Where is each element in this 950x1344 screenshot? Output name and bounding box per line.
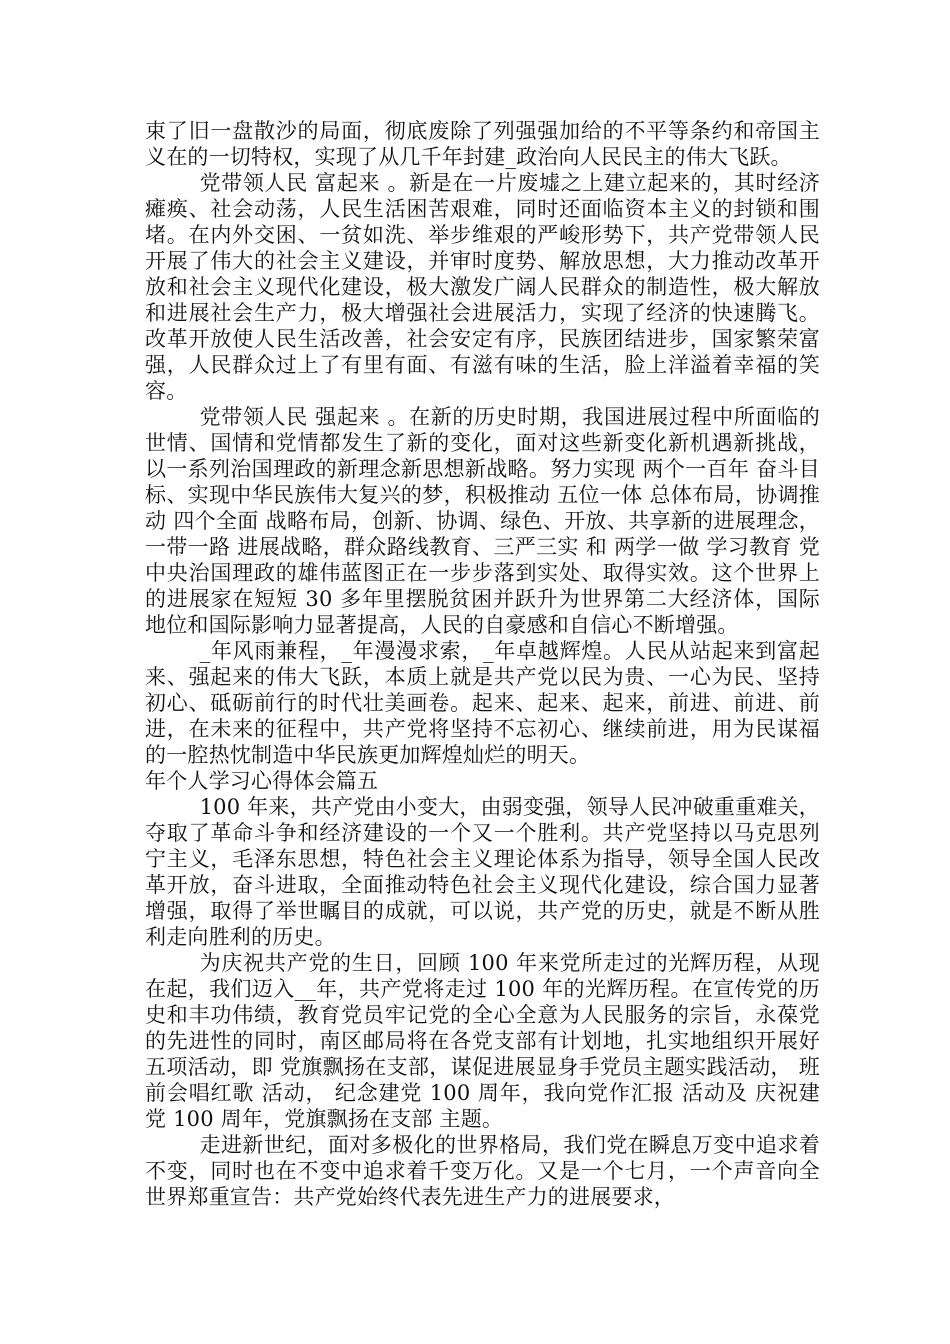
section-heading: 年个人学习心得体会篇五 bbox=[145, 769, 379, 793]
paragraph-celebration: 为庆祝共产党的生日，回顾 100 年来党所走过的光辉历程，从现在起，我们迈入__年，共产党将走过 100 年的光辉历程。在宣传党的历史和丰功伟绩，教育党员牢记党的全心全意为人民服务的宗旨，永葆党的先进性的同时，南区邮局将在各党支部有计划地，扎实地组织开展好五项活动，即 党旗飘扬在支部，谋促进展显身手党员主题实践活动， 班前会唱红歌 活动， 纪念建党 100 周年，我向党作汇报 活动及 庆祝建党 100 周年，党旗飘扬在支部 主题。 bbox=[145, 951, 820, 1131]
document-body bbox=[145, 118, 820, 1210]
paragraph-continuation: 束了旧一盘散沙的局面，彻底废除了列强强加给的不平等条约和帝国主义在的一切特权，实现了从几千年封建_政治向人民民主的伟大飞跃。 bbox=[145, 119, 820, 169]
paragraph-100-years: 100 年来，共产党由小变大，由弱变强，领导人民冲破重重难关，夺取了革命斗争和经济建设的一个又一个胜利。共产党坚持以马克思列宁主义，毛泽东思想，特色社会主义理论体系为指导，领导全国人民改革开放，奋斗进取，全面推动特色社会主义现代化建设，综合国力显著增强，取得了举世瞩目的成就，可以说，共产党的历史，就是不断从胜利走向胜利的历史。 bbox=[145, 795, 820, 949]
paragraph-new-century: 走进新世纪，面对多极化的世界格局，我们党在瞬息万变中追求着不变，同时也在不变中追求着千变万化。又是一个七月，一个声音向全世界郑重宣告：共产党始终代表先进生产力的进展要求， bbox=[145, 1133, 820, 1209]
paragraph-rich: 党带领人民 富起来 。新是在一片废墟之上建立起来的，其时经济瘫痪、社会动荡，人民生活困苦艰难，同时还面临资本主义的封锁和围堵。在内外交困、一贫如洗、举步维艰的严峻形势下，共产党带领人民开展了伟大的社会主义建设，并审时度势、解放思想，大力推动改革开放和社会主义现代化建设，极大激发广阔人民群众的制造性，极大解放和进展社会生产力，极大增强社会进展活力，实现了经济的快速腾飞。改革开放使人民生活改善，社会安定有序，民族团结进步，国家繁荣富强，人民群众过上了有里有面、有滋有味的生活，脸上洋溢着幸福的笑容。 bbox=[145, 171, 820, 403]
paragraph-strong: 党带领人民 强起来 。在新的历史时期，我国进展过程中所面临的世情、国情和党情都发生了新的变化，面对这些新变化新机遇新挑战，以一系列治国理政的新理念新思想新战略。努力实现 两个一百年 奋斗目标、实现中华民族伟大复兴的梦，积极推动 五位一体 总体布局，协调推动 四个全面 战略布局，创新、协调、绿色、开放、共享新的进展理念， 一带一路 进展战略，群众路线教育、三严三实 和 两学一做 学习教育 党中央治国理政的雄伟蓝图正在一步步落到实处、取得实效。这个世界上的进展家在短短 30 多年里摆脱贫困并跃升为世界第二大经济体，国际地位和国际影响力显著提高，人民的自豪感和自信心不断增强。 bbox=[145, 405, 820, 637]
paragraph-summary: _年风雨兼程，_年漫漫求索，_年卓越辉煌。人民从站起来到富起来、强起来的伟大飞跃，本质上就是共产党以民为贵、一心为民、坚持初心、砥砺前行的时代壮美画卷。起来、起来、起来，前进、前进、前进，在未来的征程中，共产党将坚持不忘初心、继续前进，用为民谋福的一腔热忱制造中华民族更加辉煌灿烂的明天。 bbox=[145, 639, 820, 767]
